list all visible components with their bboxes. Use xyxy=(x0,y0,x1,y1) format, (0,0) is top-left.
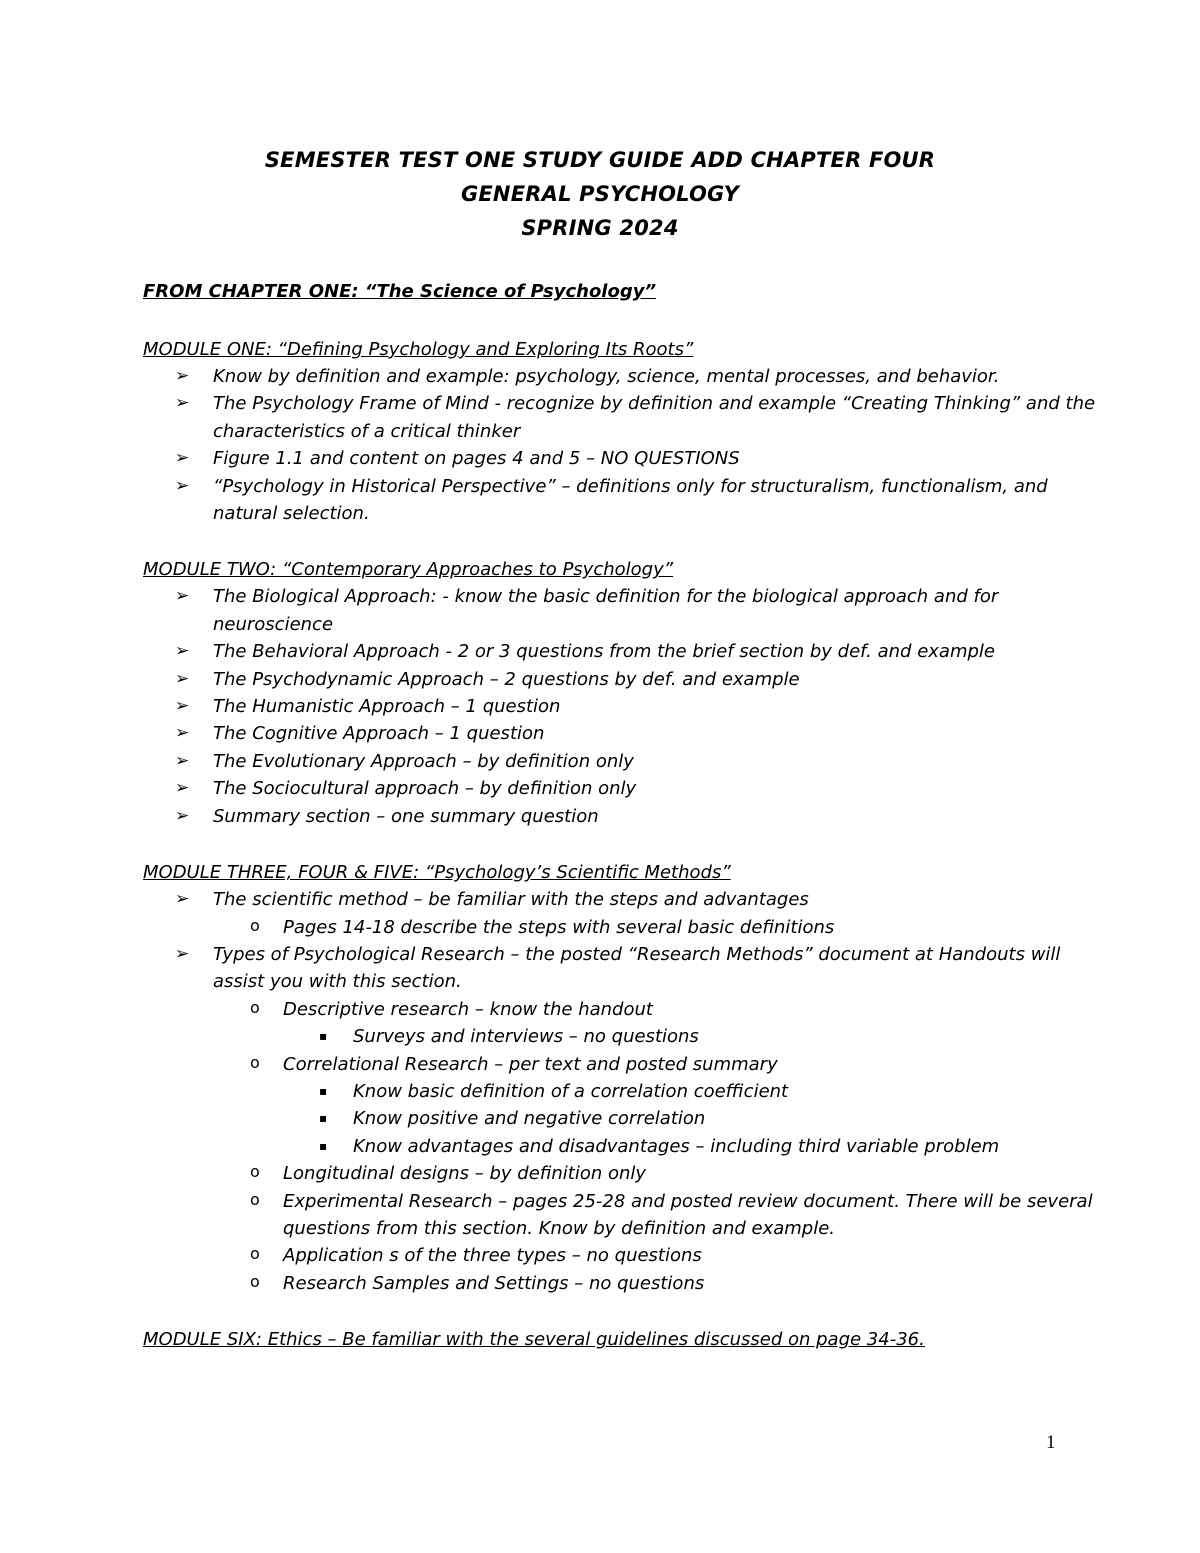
sub-list xyxy=(213,914,1103,941)
sub-sub-list-item-text: Surveys and interviews – no questions xyxy=(353,1026,699,1048)
module-six-ethics: MODULE SIX: Ethics – Be familiar with the several guidelines discussed on page 34-36. xyxy=(143,1329,925,1351)
sub-sub-list-item-text: Know basic definition of a correlation coefficient xyxy=(353,1080,789,1102)
module-three xyxy=(143,859,1103,1297)
square-bullet-icon: ▪ xyxy=(319,1083,328,1098)
list-item-text: The Humanistic Approach – 1 question xyxy=(213,696,561,718)
list-item-text: The Psychology Frame of Mind - recognize by definition and example “Creating Thinking” and the characteristics of a critical thinker xyxy=(213,393,1096,442)
list-item xyxy=(175,803,1103,830)
circle-bullet-icon: o xyxy=(250,1162,260,1182)
title-block xyxy=(0,143,1200,245)
sub-list-item xyxy=(250,996,1103,1051)
circle-bullet-icon: o xyxy=(250,1189,260,1209)
module-one-list xyxy=(143,363,1103,527)
arrowhead-bullet-icon: ➢ xyxy=(175,448,190,469)
circle-bullet-icon: o xyxy=(250,1052,260,1072)
arrowhead-bullet-icon: ➢ xyxy=(175,641,190,662)
square-bullet-icon: ▪ xyxy=(319,1029,328,1044)
list-item xyxy=(175,363,1103,390)
list-item xyxy=(175,666,1103,693)
sub-list-item-text: Application s of the three types – no questions xyxy=(283,1245,702,1267)
arrowhead-bullet-icon: ➢ xyxy=(175,750,190,771)
arrowhead-bullet-icon: ➢ xyxy=(175,393,190,414)
sub-list-item xyxy=(250,1051,1103,1161)
list-item-text: “Psychology in Historical Perspective” – definitions only for structuralism, functionalism, and natural selection. xyxy=(213,475,1048,525)
sub-list-item xyxy=(250,914,1103,941)
list-item xyxy=(175,390,1103,445)
sub-list-item-text: Correlational Research – per text and posted summary xyxy=(283,1053,778,1075)
list-item xyxy=(175,720,1103,747)
sub-list-item xyxy=(250,1242,1103,1269)
module-two-heading: MODULE TWO: “Contemporary Approaches to Psychology” xyxy=(143,559,674,581)
list-item-text: The Biological Approach: - know the basic definition for the biological approach and for neuroscience xyxy=(213,586,999,635)
sub-sub-list xyxy=(283,1023,1103,1050)
arrowhead-bullet-icon: ➢ xyxy=(175,723,190,744)
sub-list-item-text: Descriptive research – know the handout xyxy=(283,998,653,1020)
arrowhead-bullet-icon: ➢ xyxy=(175,668,190,689)
square-bullet-icon: ▪ xyxy=(319,1138,328,1153)
module-three-heading: MODULE THREE, FOUR & FIVE: “Psychology’s Scientific Methods” xyxy=(143,862,731,884)
module-two xyxy=(143,556,1103,830)
list-item xyxy=(175,886,1103,941)
list-item-text: Summary section – one summary question xyxy=(213,805,599,827)
arrowhead-bullet-icon: ➢ xyxy=(175,805,190,826)
arrowhead-bullet-icon: ➢ xyxy=(175,366,190,386)
sub-list-item-text: Longitudinal designs – by definition only xyxy=(283,1163,647,1185)
circle-bullet-icon: o xyxy=(250,1271,260,1291)
square-bullet-icon: ▪ xyxy=(319,1111,328,1126)
sub-sub-list-item xyxy=(319,1105,1103,1132)
module-three-list xyxy=(143,886,1103,1297)
sub-sub-list-item-text: Know positive and negative correlation xyxy=(353,1108,706,1130)
circle-bullet-icon: o xyxy=(250,1244,260,1264)
sub-list-item xyxy=(250,1270,1103,1297)
list-item xyxy=(175,473,1103,528)
arrowhead-bullet-icon: ➢ xyxy=(175,889,190,910)
sub-sub-list-item-text: Know advantages and disadvantages – including third variable problem xyxy=(353,1135,1000,1157)
chapter-heading: FROM CHAPTER ONE: “The Science of Psychology” xyxy=(143,281,657,302)
list-item-text: The Evolutionary Approach – by definition only xyxy=(213,750,634,772)
list-item xyxy=(175,775,1103,802)
list-item xyxy=(175,693,1103,720)
title-line-3: SPRING 2024 xyxy=(521,216,679,240)
sub-list-item xyxy=(250,1188,1103,1243)
sub-list-item-text: Pages 14-18 describe the steps with several basic definitions xyxy=(283,916,835,938)
list-item xyxy=(175,583,1103,638)
list-item-text: The Cognitive Approach – 1 question xyxy=(213,723,545,745)
list-item-text: Types of Psychological Research – the posted “Research Methods” document at Handouts will assist you with this section. xyxy=(213,943,1061,993)
list-item-text: The Psychodynamic Approach – 2 questions by def. and example xyxy=(213,668,800,690)
list-item xyxy=(175,941,1103,1297)
sub-list-item-text: Research Samples and Settings – no questions xyxy=(283,1272,705,1294)
list-item xyxy=(175,748,1103,775)
module-one xyxy=(143,336,1103,527)
arrowhead-bullet-icon: ➢ xyxy=(175,943,190,964)
sub-list-item xyxy=(250,1160,1103,1187)
page-number: 1 xyxy=(1046,1432,1056,1453)
list-item-text: Figure 1.1 and content on pages 4 and 5 – NO QUESTIONS xyxy=(213,448,740,470)
list-item xyxy=(175,445,1103,472)
arrowhead-bullet-icon: ➢ xyxy=(175,778,190,799)
list-item-text: The Behavioral Approach - 2 or 3 questions from the brief section by def. and example xyxy=(213,641,995,663)
list-item-text: The scientific method – be familiar with the steps and advantages xyxy=(213,889,809,911)
sub-list xyxy=(213,996,1103,1297)
sub-sub-list-item xyxy=(319,1133,1103,1160)
title-line-1: SEMESTER TEST ONE STUDY GUIDE ADD CHAPTER FOUR xyxy=(264,148,936,172)
module-two-list xyxy=(143,583,1103,830)
sub-sub-list-item xyxy=(319,1023,1103,1050)
title-line-2: GENERAL PSYCHOLOGY xyxy=(460,182,740,206)
circle-bullet-icon: o xyxy=(250,915,260,935)
sub-list-item-text: Experimental Research – pages 25-28 and posted review document. There will be several questions from this section. Know by definition and example. xyxy=(283,1190,1093,1239)
arrowhead-bullet-icon: ➢ xyxy=(175,696,190,717)
arrowhead-bullet-icon: ➢ xyxy=(175,586,190,607)
content xyxy=(143,278,1103,1353)
module-one-heading: MODULE ONE: “Defining Psychology and Exploring Its Roots” xyxy=(143,339,694,360)
sub-sub-list xyxy=(283,1078,1103,1160)
arrowhead-bullet-icon: ➢ xyxy=(175,475,190,496)
list-item-text: Know by definition and example: psychology, science, mental processes, and behavior. xyxy=(213,366,1000,387)
sub-sub-list-item xyxy=(319,1078,1103,1105)
circle-bullet-icon: o xyxy=(250,997,260,1017)
list-item-text: The Sociocultural approach – by definition only xyxy=(213,778,637,800)
list-item xyxy=(175,638,1103,665)
